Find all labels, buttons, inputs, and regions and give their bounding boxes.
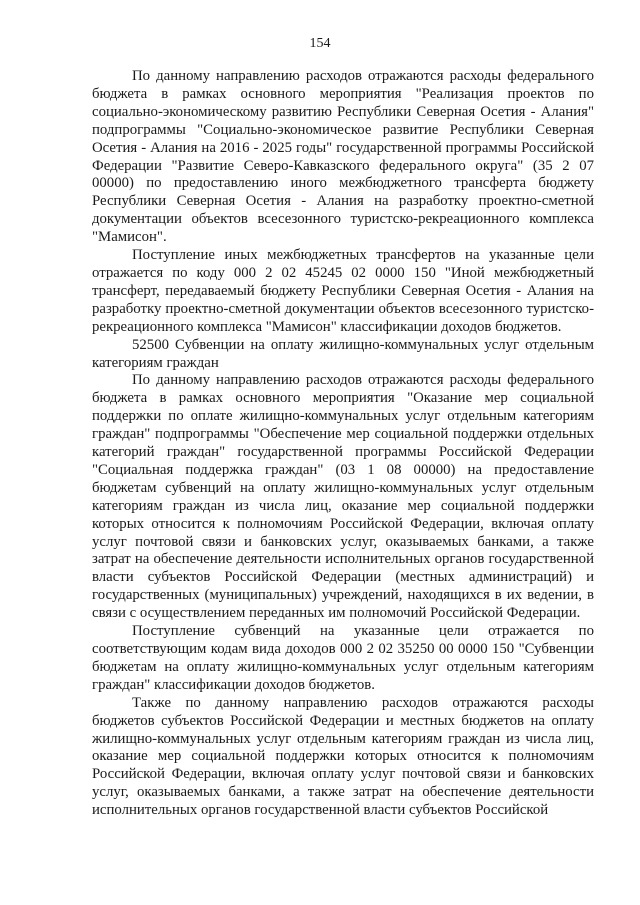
paragraph-regional-local-budgets: Также по данному направлению расходов отражаются расходы бюджетов субъектов Российской Федерации и местных бюджетов на оплату жилищно-коммунальных услуг отдельным категориям граждан из числа лиц, оказание мер социальной поддержки которых относится к полномочиям Российской Федерации, включая оплату услуг почтовой связи и банковских услуг, оказываемых банками, а также затрат на обеспечение деятельности исполнительных органов государственной власти субъектов Российской: [92, 694, 594, 819]
paragraph-housing-subventions-expenses: По данному направлению расходов отражаются расходы федерального бюджета в рамках основного мероприятия "Оказание мер социальной поддержки по оплате жилищно-коммунальных услуг отдельным категориям граждан" подпрограммы "Обеспечение мер социальной поддержки отдельных категорий граждан" государственной программы Российской Федерации "Социальная поддержка граждан" (03 1 08 00000) на предоставление бюджетам субвенций на оплату жилищно-коммунальных услуг отдельным категориям граждан из числа лиц, оказание мер социальной поддержки которых относится к полномочиям Российской Федерации, включая оплату услуг почтовой связи и банковских услуг, оказываемых банками, а также затрат на обеспечение деятельности исполнительных органов государственной власти субъектов Российской Федерации (местных администраций) и государственных (муниципальных) учреждений, находящихся в их ведении, в связи с осуществлением переданных им полномочий Российской Федерации.: [92, 372, 594, 622]
paragraph-housing-subventions-revenue-code: Поступление субвенций на указанные цели отражается по соответствующим кодам вида доходов 000 2 02 35250 00 0000 150 "Субвенции бюджетам на оплату жилищно-коммунальных услуг отдельным категориям граждан" классификации доходов бюджетов.: [92, 623, 594, 693]
page-number: 154: [309, 36, 331, 51]
paragraph-mamison-revenue-code: Поступление иных межбюджетных трансфертов на указанные цели отражается по коду 000 2 02 45245 02 0000 150 "Иной межбюджетный трансферт, передаваемый бюджету Республики Северная Осетия - Алания на разработку проектно-сметной документации объектов всесезонного туристско-рекреационного комплекса "Мамисон" классификации доходов бюджетов.: [92, 247, 594, 335]
document-body: [92, 68, 594, 820]
paragraph-mamison-expenses: По данному направлению расходов отражаются расходы федерального бюджета в рамках основного мероприятия "Реализация проектов по социально-экономическому развитию Республики Северная Осетия - Алания" подпрограммы "Социально-экономическое развитие Республики Северная Осетия - Алания на 2016 - 2025 годы" государственной программы Российской Федерации "Развитие Северо-Кавказского федерального округа" (35 2 07 00000) по предоставлению иного межбюджетного трансферта бюджету Республики Северная Осетия - Алания на разработку проектно-сметной документации объектов всесезонного туристско-рекреационного комплекса "Мамисон".: [92, 68, 594, 246]
section-heading-52500: 52500 Субвенции на оплату жилищно-коммунальных услуг отдельным категориям граждан: [92, 336, 594, 371]
